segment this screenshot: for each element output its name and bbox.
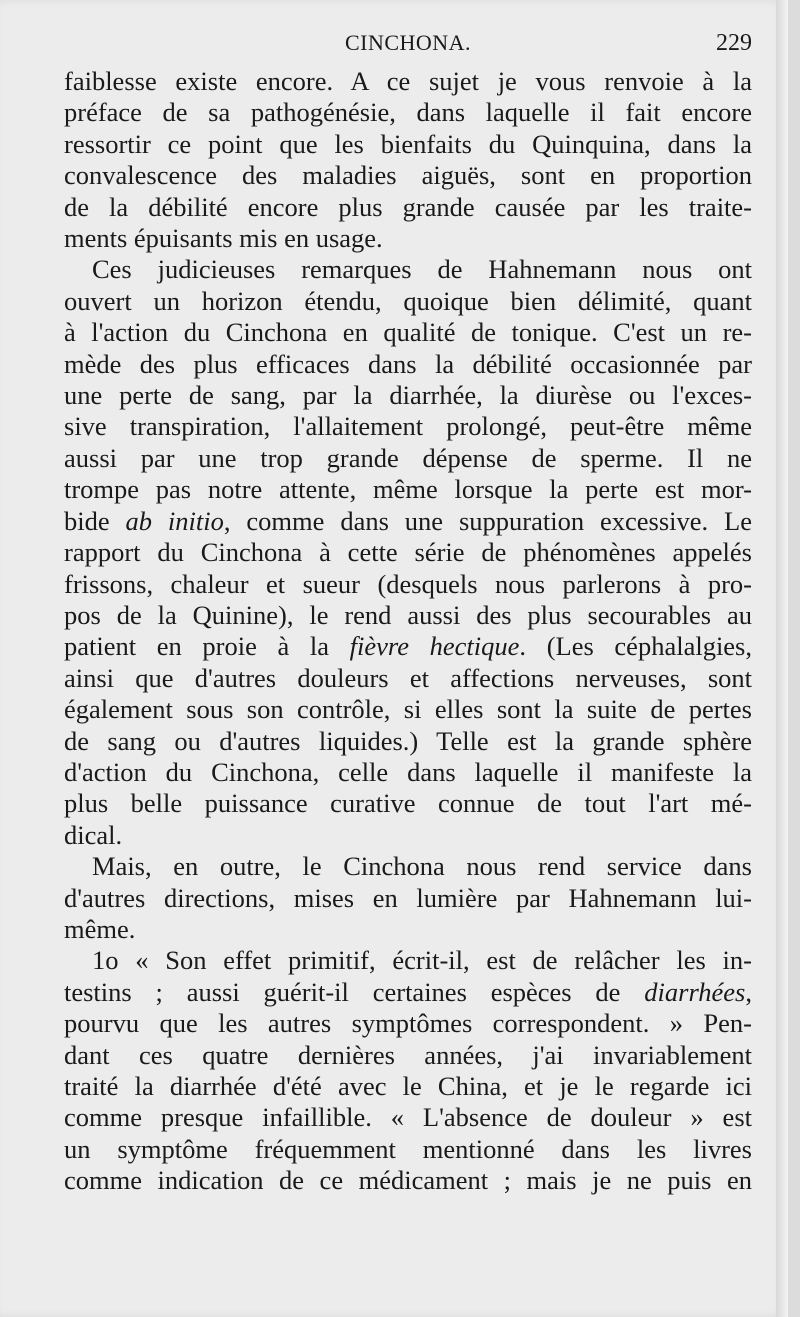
italic-run: fièvre hectique <box>349 631 520 662</box>
page-header <box>64 30 752 60</box>
text-line: ouvert un horizon étendu, quoique bien délimité, quant <box>64 285 752 316</box>
text-run: , comme dans une suppuration excessive. Le <box>223 505 752 536</box>
text-line: pourvu que les autres symptômes correspondent. » Pen- <box>64 1008 752 1039</box>
text-line: convalescence des maladies aiguës, sont en proportion <box>64 160 752 191</box>
page-edge <box>776 0 788 1317</box>
text-line: un symptôme fréquemment mentionné dans les livres <box>64 1133 752 1164</box>
text-line: traité la diarrhée d'été avec le China, et je le regarde ici <box>64 1071 752 1101</box>
text-line: ments épuisants mis en usage. <box>64 223 383 254</box>
text-line: pos de la Quinine), le rend aussi des plus secourables au <box>64 599 752 630</box>
text-run: patient en proie à la <box>64 631 350 662</box>
italic-run: ab initio <box>125 505 224 536</box>
italic-run: diarrhées <box>644 976 746 1007</box>
text-line: Ces judicieuses remarques de Hahnemann nous ont <box>92 254 752 285</box>
text-run: . (Les céphalalgies, <box>519 631 752 662</box>
text-line: également sous son contrôle, si elles sont la suite de pertes <box>64 694 752 725</box>
text-line <box>64 977 752 1008</box>
text-line: à l'action du Cinchona en qualité de tonique. C'est un re- <box>64 317 752 348</box>
text-line: ressortir ce point que les bienfaits du Quinquina, dans la <box>64 128 752 159</box>
text-line: aussi par une trop grande dépense de sperme. Il ne <box>64 442 752 473</box>
text-line: dical. <box>64 819 123 850</box>
text-line: de sang ou d'autres liquides.) Telle est la grande sphère <box>64 725 752 756</box>
text-line: comme indication de ce médicament ; mais je ne puis en <box>64 1165 752 1196</box>
text-line: ainsi que d'autres douleurs et affections nerveuses, sont <box>64 662 752 693</box>
text-line: comme presque infaillible. « L'absence de douleur » est <box>64 1102 752 1133</box>
text-line: rapport du Cinchona à cette série de phénomènes appelés <box>64 537 752 568</box>
body-text <box>64 66 752 1197</box>
text-line: faiblesse existe encore. A ce sujet je vous renvoie à la <box>64 66 752 96</box>
text-line <box>64 631 752 662</box>
text-line: de la débilité encore plus grande causée par les traite- <box>64 191 752 222</box>
text-line: une perte de sang, par la diarrhée, la diurèse ou l'exces- <box>64 380 752 411</box>
text-run: testins ; aussi guérit-il certaines espèces de <box>64 976 645 1007</box>
text-line: d'autres directions, mises en lumière par Hahnemann lui- <box>64 882 752 913</box>
text-line: dant ces quatre dernières années, j'ai invariablement <box>64 1039 752 1070</box>
text-line: frissons, chaleur et sueur (desquels nous parlerons à pro- <box>64 568 752 599</box>
text-line: d'action du Cinchona, celle dans laquelle il manifeste la <box>64 756 752 787</box>
text-line: même. <box>64 913 136 944</box>
running-head: CINCHONA. <box>344 30 472 55</box>
page-number: 229 <box>716 30 752 56</box>
text-line: plus belle puissance curative connue de tout l'art mé- <box>64 788 752 819</box>
text-line: 1o « Son effet primitif, écrit-il, est de relâcher les in- <box>92 945 752 976</box>
text-line: préface de sa pathogénésie, dans laquelle il fait encore <box>64 97 752 128</box>
text-run: bide <box>64 505 126 536</box>
text-line: Mais, en outre, le Cinchona nous rend service dans <box>92 851 752 882</box>
text-line: mède des plus efficaces dans la débilité occasionnée par <box>64 348 752 379</box>
text-line: trompe pas notre attente, même lorsque la perte est mor- <box>64 474 752 505</box>
text-run: , <box>745 976 752 1007</box>
text-line: sive transpiration, l'allaitement prolongé, peut-être même <box>64 411 752 442</box>
text-line <box>64 506 752 537</box>
